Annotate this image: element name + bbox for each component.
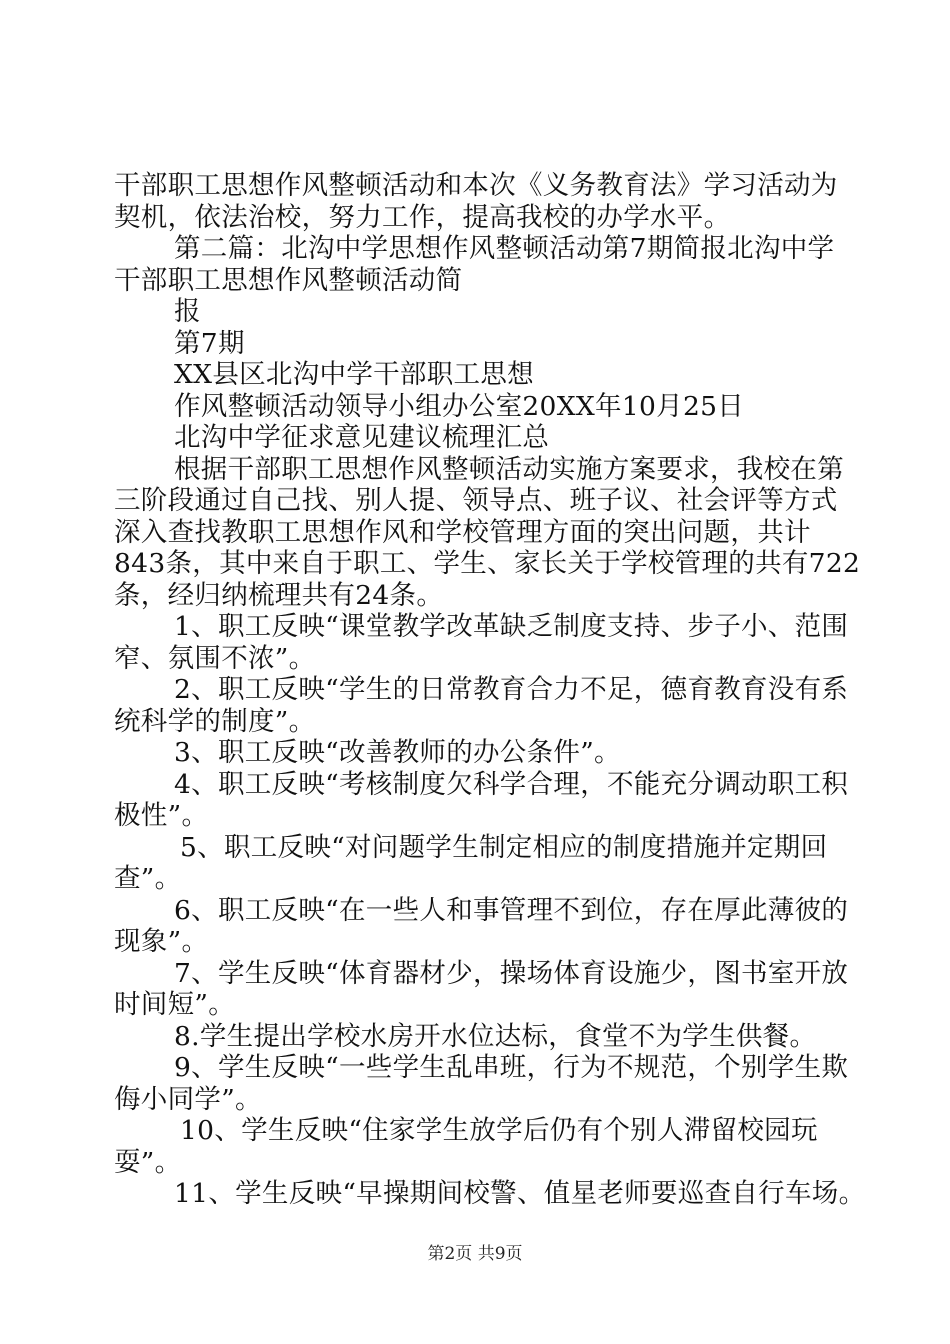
list-item-continued: 侮小同学”。 bbox=[114, 1083, 262, 1115]
subtitle: 北沟中学征求意见建议梳理汇总 bbox=[174, 422, 550, 453]
paragraph-line: 843条，其中来自于职工、学生、家长关于学校管理的共有722 bbox=[114, 548, 861, 579]
paragraph-line: 根据干部职工思想作风整顿活动实施方案要求，我校在第 bbox=[174, 453, 844, 485]
list-item: 5、职工反映“对问题学生制定相应的制度措施并定期回 bbox=[180, 831, 828, 863]
text-line: 干部职工思想作风整顿活动和本次《义务教育法》学习活动为 bbox=[114, 170, 838, 201]
page-number-footer: 第2页 共9页 bbox=[427, 1244, 523, 1264]
list-item: 6、职工反映“在一些人和事管理不到位，存在厚此薄彼的 bbox=[174, 894, 849, 926]
list-item-continued: 窄、氛围不浓”。 bbox=[114, 642, 316, 674]
list-item-continued: 查”。 bbox=[114, 863, 182, 894]
list-item-continued: 耍”。 bbox=[114, 1146, 182, 1178]
list-item: 8.学生提出学校水房开水位达标，食堂不为学生供餐。 bbox=[174, 1020, 817, 1052]
document-body bbox=[114, 170, 866, 1210]
list-item: 3、职工反映“改善教师的办公条件”。 bbox=[174, 737, 621, 768]
paragraph-line: 三阶段通过自己找、别人提、领导点、班子议、社会评等方式 bbox=[114, 485, 838, 516]
issuer-line: XX县区北沟中学干部职工思想 bbox=[174, 359, 534, 390]
list-item-continued: 统科学的制度”。 bbox=[114, 705, 316, 737]
list-item-continued: 时间短”。 bbox=[114, 989, 236, 1020]
list-item: 11、学生反映“早操期间校警、值星老师要巡查自行车场。 bbox=[174, 1178, 866, 1209]
section-heading: 第二篇：北沟中学思想作风整顿活动第7期简报北沟中学 bbox=[174, 233, 835, 264]
list-item-continued: 极性”。 bbox=[114, 800, 209, 831]
text-line: 干部职工思想作风整顿活动简 bbox=[114, 264, 463, 296]
paragraph-line: 深入查找教职工思想作风和学校管理方面的突出问题，共计 bbox=[114, 516, 811, 548]
list-item: 10、学生反映“住家学生放学后仍有个别人滞留校园玩 bbox=[180, 1115, 818, 1146]
text-line: 契机，依法治校，努力工作，提高我校的办学水平。 bbox=[114, 201, 731, 233]
text-line: 报 bbox=[174, 296, 201, 327]
list-item: 4、职工反映“考核制度欠科学合理，不能充分调动职工积 bbox=[174, 768, 849, 800]
issue-number: 第7期 bbox=[174, 327, 245, 359]
list-item: 7、学生反映“体育器材少，操场体育设施少，图书室开放 bbox=[174, 957, 849, 989]
list-item: 9、学生反映“一些学生乱串班，行为不规范，个别学生欺 bbox=[174, 1052, 849, 1083]
list-item-continued: 现象”。 bbox=[114, 926, 209, 957]
list-item: 2、职工反映“学生的日常教育合力不足，德育教育没有系 bbox=[174, 674, 849, 705]
list-item: 1、职工反映“课堂教学改革缺乏制度支持、步子小、范围 bbox=[174, 611, 849, 642]
issuer-date-line: 作风整顿活动领导小组办公室20XX年10月25日 bbox=[174, 390, 745, 422]
paragraph-line: 条，经归纳梳理共有24条。 bbox=[114, 579, 444, 611]
